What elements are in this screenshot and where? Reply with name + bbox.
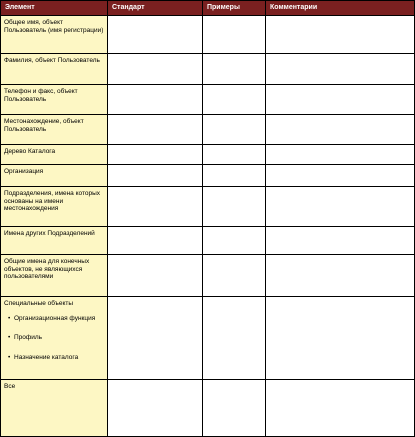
table-row [1,145,415,165]
header-element: Элемент [1,1,108,16]
examples-cell[interactable] [203,165,266,187]
element-cell: Местонахождение, объект Пользователь [1,115,108,145]
examples-cell[interactable] [203,54,266,85]
standard-cell[interactable] [108,380,203,437]
bullet-icon: • [8,314,11,322]
table-row [1,54,415,85]
examples-cell[interactable] [203,16,266,54]
header-examples: Примеры [203,1,266,16]
standard-cell[interactable] [108,54,203,85]
table-row [1,297,415,380]
standard-cell[interactable] [108,255,203,297]
standard-cell[interactable] [108,16,203,54]
standard-cell[interactable] [108,297,203,380]
table-row [1,255,415,297]
standard-cell[interactable] [108,227,203,255]
standard-cell[interactable] [108,85,203,115]
element-cell: Общее имя, объект Пользователь (имя регистрации) [1,16,108,54]
special-objects-label: Специальные объекты [4,300,74,307]
list-item [8,315,104,323]
table-row [1,380,415,437]
examples-cell[interactable] [203,227,266,255]
comments-cell[interactable] [266,227,415,255]
standard-cell[interactable] [108,115,203,145]
examples-cell[interactable] [203,380,266,437]
comments-cell[interactable] [266,165,415,187]
comments-cell[interactable] [266,255,415,297]
comments-cell[interactable] [266,54,415,85]
examples-cell[interactable] [203,187,266,227]
standard-cell[interactable] [108,165,203,187]
list-item-label: Назначение каталога [14,353,79,361]
element-cell: Все [1,380,108,437]
standard-cell[interactable] [108,187,203,227]
table-row [1,165,415,187]
comments-cell[interactable] [266,145,415,165]
comments-cell[interactable] [266,85,415,115]
element-cell [1,297,108,380]
comments-cell[interactable] [266,115,415,145]
standard-cell[interactable] [108,145,203,165]
header-row [1,1,415,16]
table-row [1,187,415,227]
bullet-icon: • [8,353,11,361]
element-cell: Общие имена для конечных объектов, не являющихся пользователями [1,255,108,297]
comments-cell[interactable] [266,16,415,54]
table-row [1,85,415,115]
list-item-label: Организационная функция [14,314,96,322]
element-cell: Организация [1,165,108,187]
element-cell: Фамилия, объект Пользователь [1,54,108,85]
header-comments: Комментарии [266,1,415,16]
table-row [1,227,415,255]
element-cell: Дерево Каталога [1,145,108,165]
table-row [1,16,415,54]
element-cell: Подразделения, имена которых основаны на имени местонахождения [1,187,108,227]
element-cell: Телефон и факс, объект Пользователь [1,85,108,115]
bullet-icon: • [8,334,11,341]
examples-cell[interactable] [203,85,266,115]
header-standard: Стандарт [108,1,203,16]
special-objects-list [4,315,104,362]
list-item [8,354,104,362]
list-item-label: Профиль [14,334,43,341]
list-item [8,334,104,342]
examples-cell[interactable] [203,115,266,145]
comments-cell[interactable] [266,380,415,437]
examples-cell[interactable] [203,145,266,165]
examples-cell[interactable] [203,297,266,380]
element-cell: Имена других Подразделений [1,227,108,255]
examples-cell[interactable] [203,255,266,297]
table-row [1,115,415,145]
comments-cell[interactable] [266,187,415,227]
comments-cell[interactable] [266,297,415,380]
